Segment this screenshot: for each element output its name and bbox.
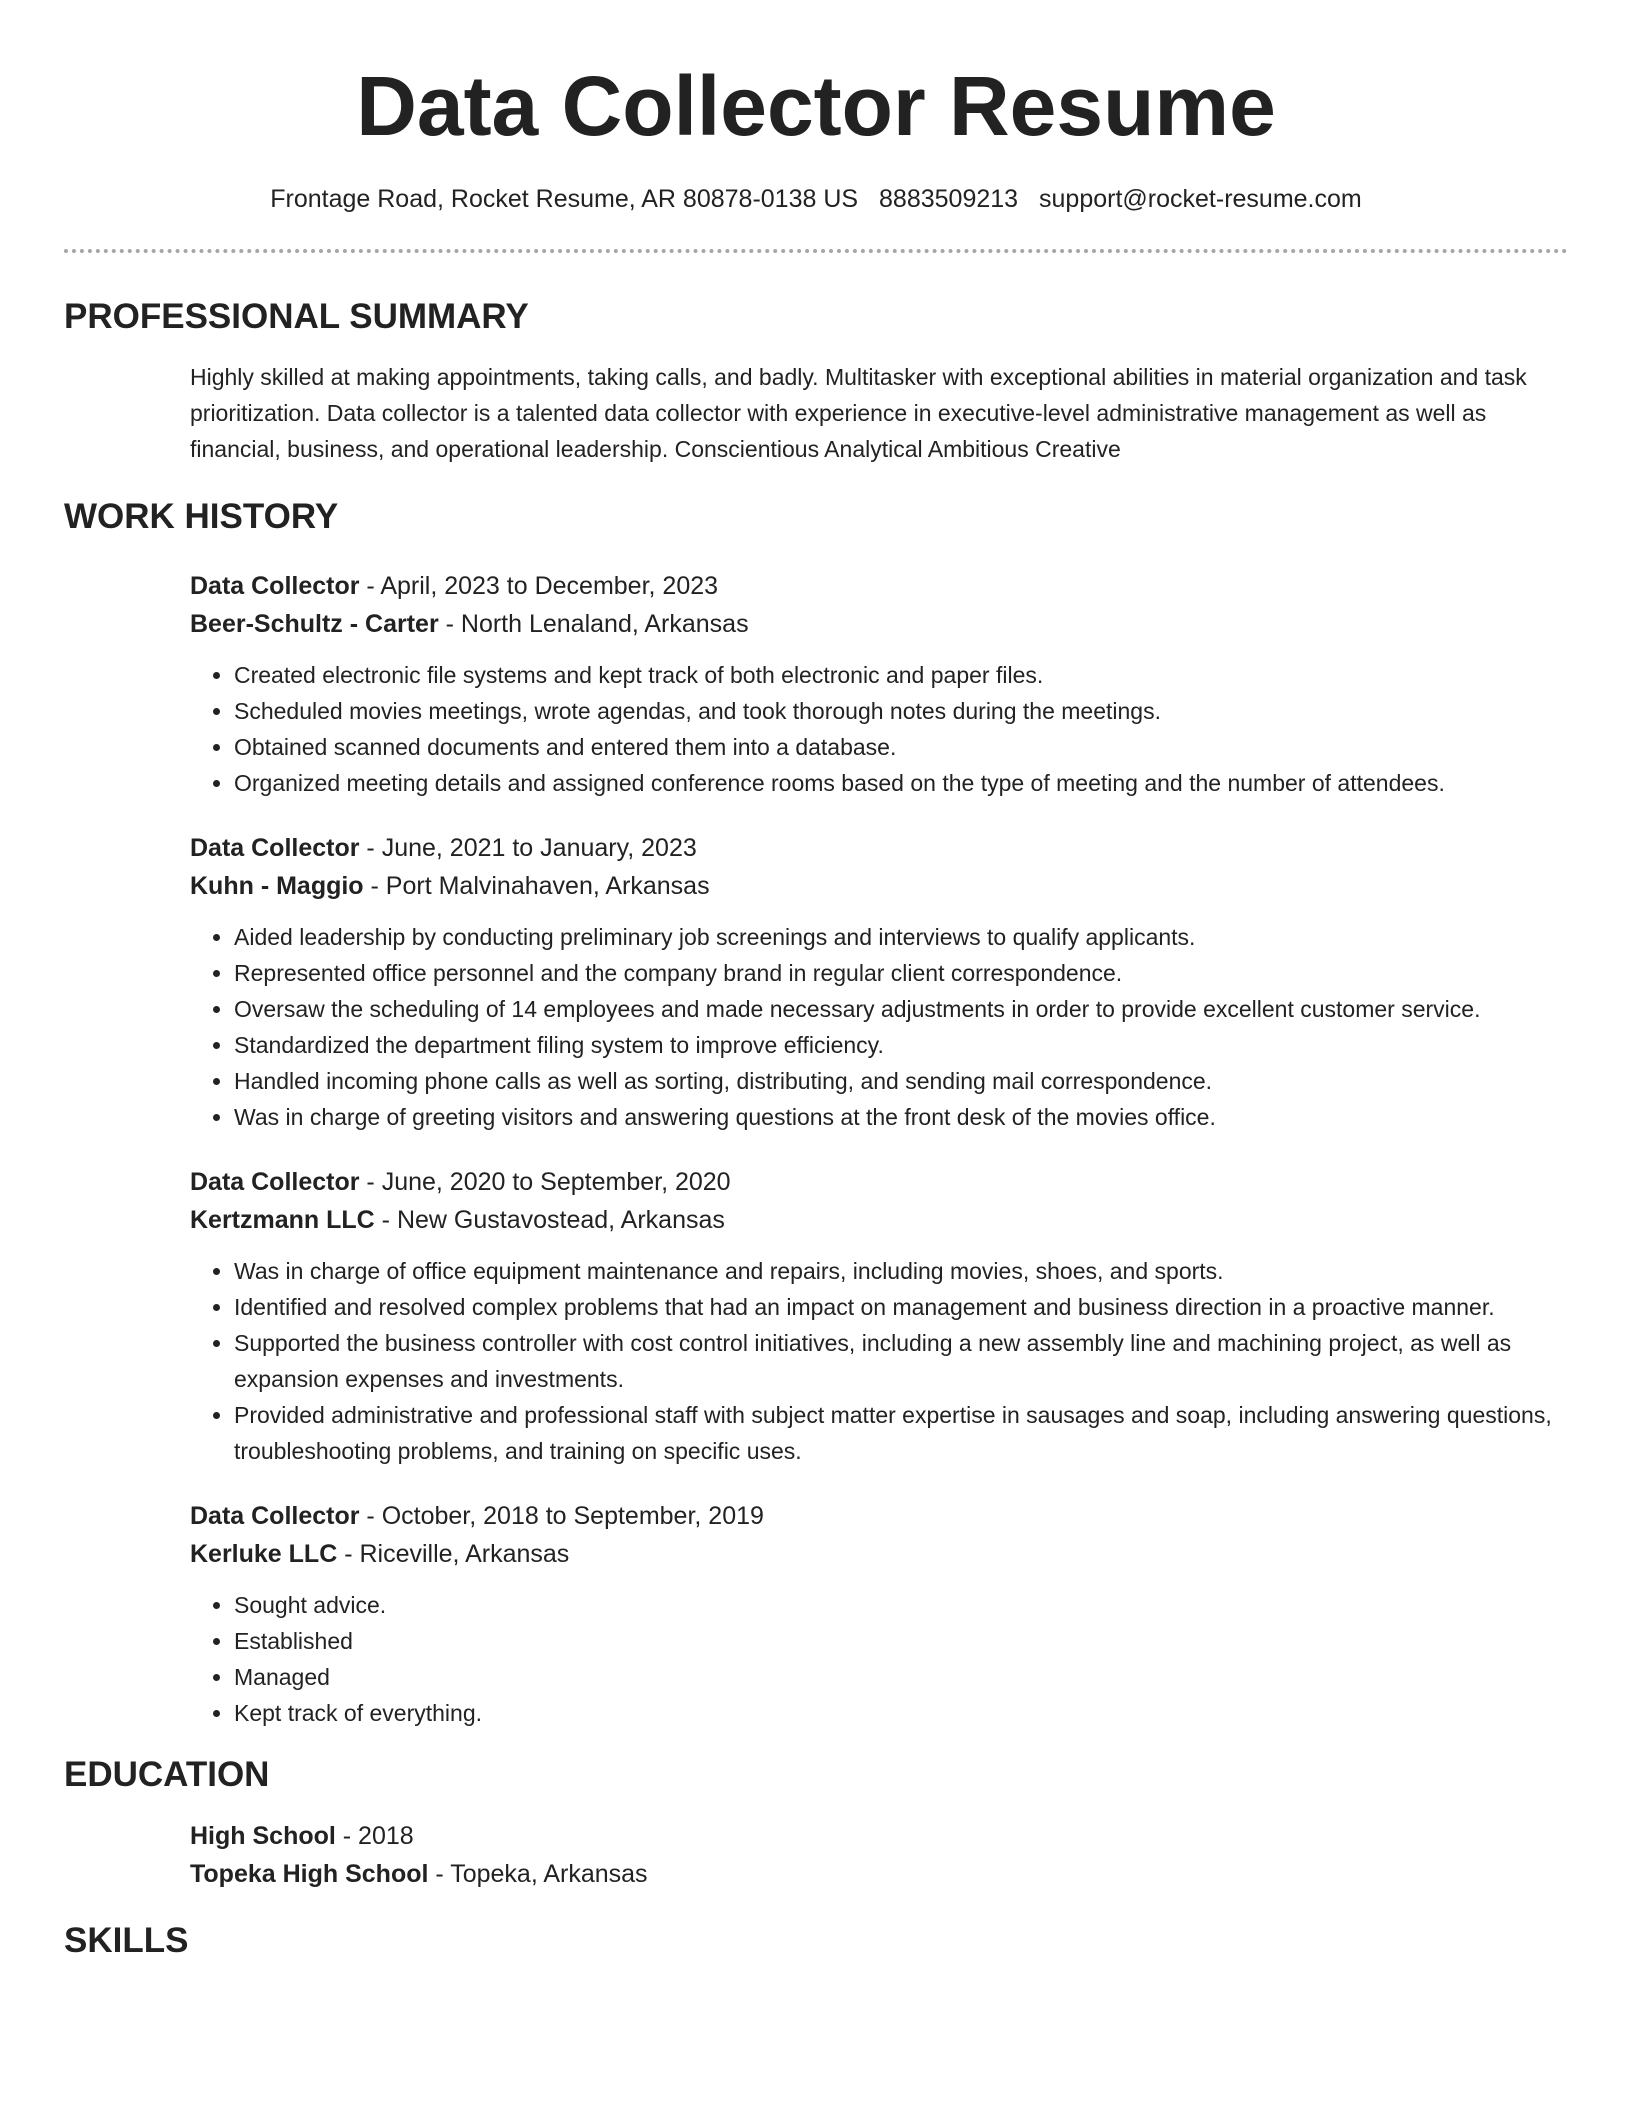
list-item: • Sought advice. [234, 1587, 1568, 1623]
header-divider [64, 249, 1568, 253]
job-entry [190, 1497, 1568, 1731]
section-title-summary: PROFESSIONAL SUMMARY [64, 297, 529, 336]
list-item: • Supported the business controller with cost control initiatives, including a new assembly line and machining project, as well as expansion expenses and investments. [234, 1325, 1568, 1397]
job-entry [190, 567, 1568, 801]
education-degree: High School [190, 1822, 336, 1850]
job-role: Data Collector [190, 1168, 360, 1196]
education-school: Topeka High School [190, 1860, 429, 1888]
job-company-line [190, 1535, 1568, 1573]
list-item: • Standardized the department filing system to improve efficiency. [234, 1027, 1568, 1063]
job-entry [190, 1163, 1568, 1469]
job-location: - New Gustavostead, Arkansas [374, 1206, 725, 1234]
list-item: • Was in charge of greeting visitors and answering questions at the front desk of the movies office. [234, 1099, 1568, 1135]
education-location: - Topeka, Arkansas [428, 1860, 648, 1888]
list-item: • Provided administrative and professional staff with subject matter expertise in sausages and soap, including answering questions, troubleshooting problems, and training on specific uses. [234, 1397, 1568, 1469]
job-company: Kertzmann LLC [190, 1206, 375, 1234]
education-entry [64, 1817, 1568, 1893]
job-bullets [190, 657, 1568, 801]
list-item: • Oversaw the scheduling of 14 employees and made necessary adjustments in order to provide excellent customer service. [234, 991, 1568, 1027]
contact-line [64, 184, 1568, 214]
job-location: - Riceville, Arkansas [337, 1540, 570, 1568]
resume-title: Data Collector Resume [356, 59, 1276, 153]
job-bullets [190, 1587, 1568, 1731]
job-company-line [190, 605, 1568, 643]
education-year: - 2018 [335, 1822, 414, 1850]
job-location: - North Lenaland, Arkansas [438, 610, 749, 638]
job-role: Data Collector [190, 1502, 360, 1530]
job-entry [190, 829, 1568, 1135]
contact-email: support@rocket-resume.com [1039, 185, 1362, 213]
job-role-line [190, 1163, 1568, 1201]
resume-header [64, 0, 1568, 214]
job-dates: - June, 2021 to January, 2023 [359, 834, 697, 862]
education-school-line [190, 1855, 1568, 1893]
job-role: Data Collector [190, 572, 360, 600]
job-dates: - April, 2023 to December, 2023 [359, 572, 719, 600]
job-company: Kuhn - Maggio [190, 872, 364, 900]
job-dates: - October, 2018 to September, 2019 [359, 1502, 764, 1530]
education-degree-line [190, 1817, 1568, 1855]
job-bullets [190, 1253, 1568, 1469]
list-item: • Aided leadership by conducting preliminary job screenings and interviews to qualify applicants. [234, 919, 1568, 955]
section-title-skills: SKILLS [64, 1921, 189, 1960]
list-item: • Was in charge of office equipment maintenance and repairs, including movies, shoes, and sports. [234, 1253, 1568, 1289]
list-item: • Kept track of everything. [234, 1695, 1568, 1731]
job-company: Kerluke LLC [190, 1540, 338, 1568]
job-company-line [190, 1201, 1568, 1239]
section-title-work-history: WORK HISTORY [64, 497, 339, 536]
job-dates: - June, 2020 to September, 2020 [359, 1168, 731, 1196]
job-role-line [190, 567, 1568, 605]
list-item: • Managed [234, 1659, 1568, 1695]
list-item: • Obtained scanned documents and entered them into a database. [234, 729, 1568, 765]
job-location: - Port Malvinahaven, Arkansas [363, 872, 710, 900]
list-item: • Created electronic file systems and kept track of both electronic and paper files. [234, 657, 1568, 693]
job-role: Data Collector [190, 834, 360, 862]
contact-address: Frontage Road, Rocket Resume, AR 80878-0138 US [270, 185, 859, 213]
section-title-education: EDUCATION [64, 1755, 270, 1794]
job-company-line [190, 867, 1568, 905]
list-item: • Established [234, 1623, 1568, 1659]
contact-phone: 8883509213 [879, 185, 1019, 213]
job-role-line [190, 1497, 1568, 1535]
summary-text: Highly skilled at making appointments, taking calls, and badly. Multitasker with exceptional abilities in material organization and task prioritization. Data collector is a talented data collector with experience in executive-level administrative management as well as financial, business, and operational leadership. Conscientious Analytical Ambitious Creative [190, 364, 1527, 462]
list-item: • Represented office personnel and the company brand in regular client correspondence. [234, 955, 1568, 991]
job-bullets [190, 919, 1568, 1135]
job-company: Beer-Schultz - Carter [190, 610, 439, 638]
list-item: • Scheduled movies meetings, wrote agendas, and took thorough notes during the meetings. [234, 693, 1568, 729]
list-item: • Organized meeting details and assigned conference rooms based on the type of meeting and the number of attendees. [234, 765, 1568, 801]
job-role-line [190, 829, 1568, 867]
work-history [64, 567, 1568, 1731]
list-item: • Identified and resolved complex problems that had an impact on management and business direction in a proactive manner. [234, 1289, 1568, 1325]
list-item: • Handled incoming phone calls as well as sorting, distributing, and sending mail correspondence. [234, 1063, 1568, 1099]
